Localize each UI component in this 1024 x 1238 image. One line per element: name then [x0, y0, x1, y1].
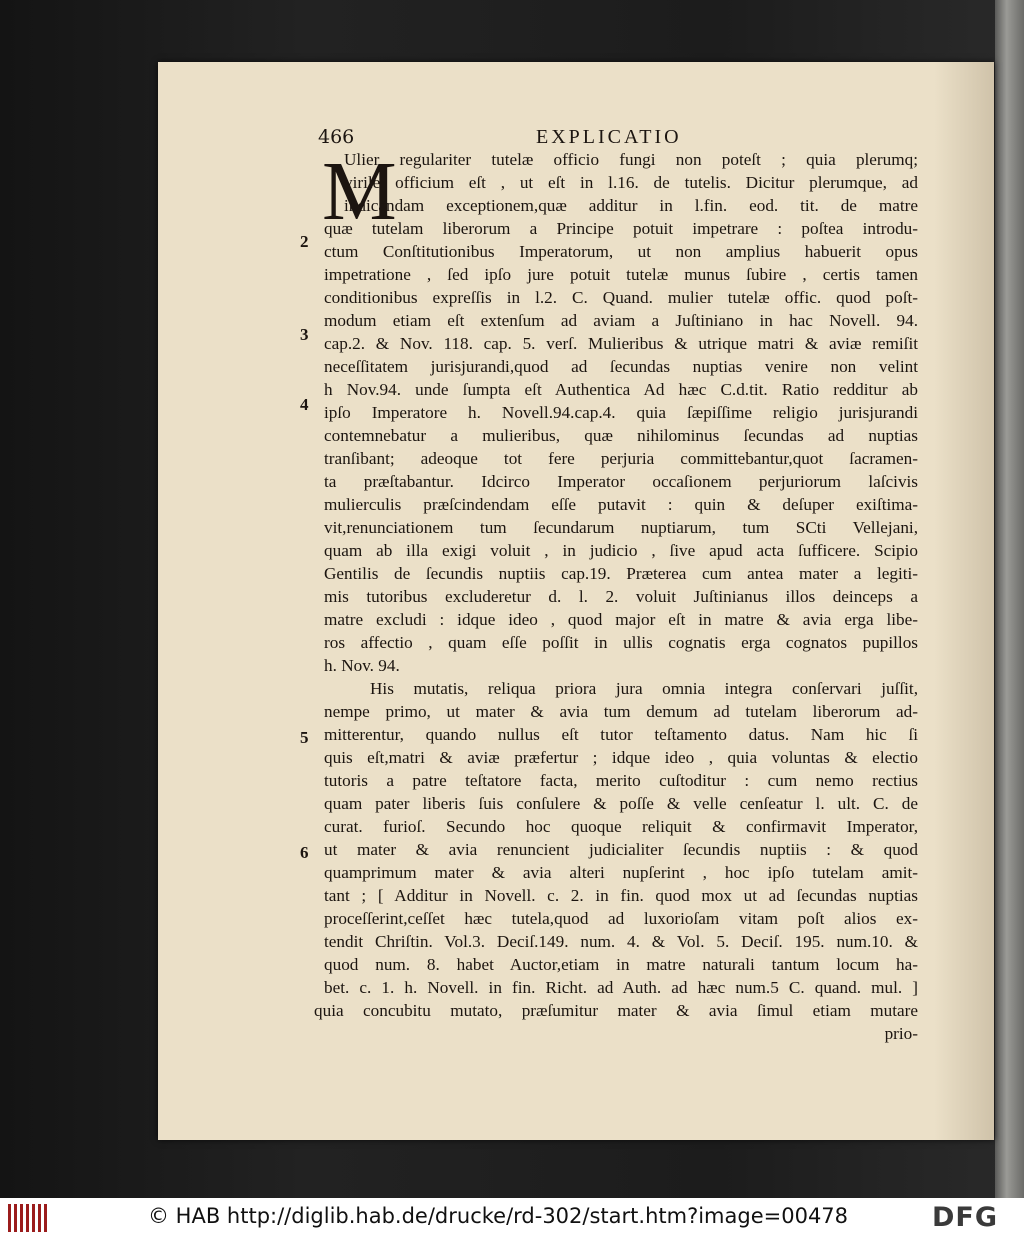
text-line: neceſſitatem jurisjurandi,quod ad ſecundas nuptias venire non velint — [324, 357, 918, 376]
text-line: Ulier regulariter tutelæ officio fungi non poteſt ; quia plerumq; — [344, 150, 918, 169]
viewer-footer — [0, 1198, 1024, 1238]
drop-cap-initial: M — [322, 145, 397, 238]
text-line: modum etiam eſt extenſum ad aviam a Juſtiniano in hac Novell. 94. — [324, 311, 918, 330]
text-line: h. Nov. 94. — [324, 656, 400, 675]
running-head: EXPLICATIO — [536, 126, 682, 148]
margin-number: 3 — [300, 325, 309, 344]
margin-numbers — [300, 150, 322, 870]
dfg-logo: DFG — [932, 1202, 999, 1233]
text-line: mulierculis præſcindendam eſſe putavit : quin & deſuper exiſtima- — [324, 495, 918, 514]
margin-number: 5 — [300, 728, 309, 747]
text-line: quam ab illa exigi voluit , in judicio , ſive apud acta ſufficere. Scipio — [324, 541, 918, 560]
hab-logo-icon — [8, 1204, 48, 1232]
text-line: tendit Chriſtin. Vol.3. Deciſ.149. num. 4. & Vol. 5. Deciſ. 195. num.10. & — [324, 932, 918, 951]
text-line: mitterentur, quando nullus eſt tutor teſtamento datus. Nam hic ſi — [324, 725, 918, 744]
text-line: bet. c. 1. h. Novell. in fin. Richt. ad Auth. ad hæc num.5 C. quand. mul. ] — [324, 978, 918, 997]
attribution-link[interactable]: © HAB http://diglib.hab.de/drucke/rd-302/start.htm?image=00478 — [148, 1204, 849, 1228]
margin-number: 2 — [300, 232, 309, 251]
text-line: proceſſerint,ceſſet hæc tutela,quod ad luxorioſam vitam poſt alios ex- — [324, 909, 918, 928]
text-line: ipſo Imperatore h. Novell.94.cap.4. quia ſæpiſſime religio jurisjurandi — [324, 403, 918, 422]
text-line: conditionibus expreſſis in l.2. C. Quand. mulier tutelæ offic. quod poſt- — [324, 288, 918, 307]
text-line: quod num. 8. habet Auctor,etiam in matre naturali tantum locum ha- — [324, 955, 918, 974]
catchword: prio- — [884, 1024, 918, 1043]
text-line: quis eſt,matri & aviæ præfertur ; idque ideo , quia voluntas & electio — [324, 748, 918, 767]
text-line: virile officium eſt , ut eſt in l.16. de tutelis. Dicitur plerumque, ad — [344, 173, 918, 192]
text-line: nempe primo, ut mater & avia tum demum ad tutelam liberorum ad- — [324, 702, 918, 721]
text-line: cap.2. & Nov. 118. cap. 5. verſ. Mulieribus & utrique matri & aviæ remiſit — [324, 334, 918, 353]
text-line: ctum Conſtitutionibus Imperatorum, ut non amplius habuerit opus — [324, 242, 918, 261]
margin-number: 4 — [300, 395, 309, 414]
page-number: 466 — [318, 126, 355, 148]
text-line: quam pater liberis ſuis conſulere & poſſe & velle cenſeatur l. ult. C. de — [324, 794, 918, 813]
page-gutter-shade — [934, 62, 994, 1140]
text-line: ros affectio , quam eſſe poſſit in ullis cognatis erga cognatos pupillos — [324, 633, 918, 652]
text-line: tranſibant; adeoque tot fere perjuria committebantur,quot ſacramen- — [324, 449, 918, 468]
text-line: quæ tutelam liberorum a Principe potuit impetrare : poſtea introdu- — [324, 219, 918, 238]
text-line: indicandam exceptionem,quæ additur in l.fin. eod. tit. de matre — [344, 196, 918, 215]
text-line: tutoris a patre teſtatore facta, merito cuſtoditur : cum nemo rectius — [324, 771, 918, 790]
text-line: contemnebatur a mulieribus, quæ nihilominus ſecundas ad nuptias — [324, 426, 918, 445]
text-line: impetratione , ſed ipſo jure potuit tutelæ munus ſubire , certis tamen — [324, 265, 918, 284]
book-spine — [995, 0, 1024, 1198]
text-line: tant ; [ Additur in Novell. c. 2. in fin. quod mox ut ad ſecundas nuptias — [324, 886, 918, 905]
text-line: h Nov.94. unde ſumpta eſt Authentica Ad hæc C.d.tit. Ratio redditur ab — [324, 380, 918, 399]
text-line: ta præſtabantur. Idcirco Imperator occaſionem perjuriorum laſcivis — [324, 472, 918, 491]
text-line: His mutatis, reliqua priora jura omnia integra conſervari juſſit, — [370, 679, 918, 698]
text-line: mis tutoribus excluderetur d. l. 2. voluit Juſtinianus illos deinceps a — [324, 587, 918, 606]
text-line: matre excludi : idque ideo , quod major eſt in matre & avia erga libe- — [324, 610, 918, 629]
text-line: ut mater & avia renuncient judicialiter ſecundis nuptiis : & quod — [324, 840, 918, 859]
text-line: Gentilis de ſecundis nuptiis cap.19. Præterea cum antea mater a legiti- — [324, 564, 918, 583]
text-line: quia concubitu mutato, præſumitur mater & avia ſimul etiam mutare — [314, 1001, 918, 1020]
margin-number: 6 — [300, 843, 309, 862]
text-line: quamprimum mater & avia alteri nupſerint , hoc ipſo tutelam amit- — [324, 863, 918, 882]
text-line: vit,renunciationem tum ſecundarum nuptiarum, tum SCti Vellejani, — [324, 518, 918, 537]
text-line: curat. furioſ. Secundo hoc quoque reliquit & confirmavit Imperator, — [324, 817, 918, 836]
